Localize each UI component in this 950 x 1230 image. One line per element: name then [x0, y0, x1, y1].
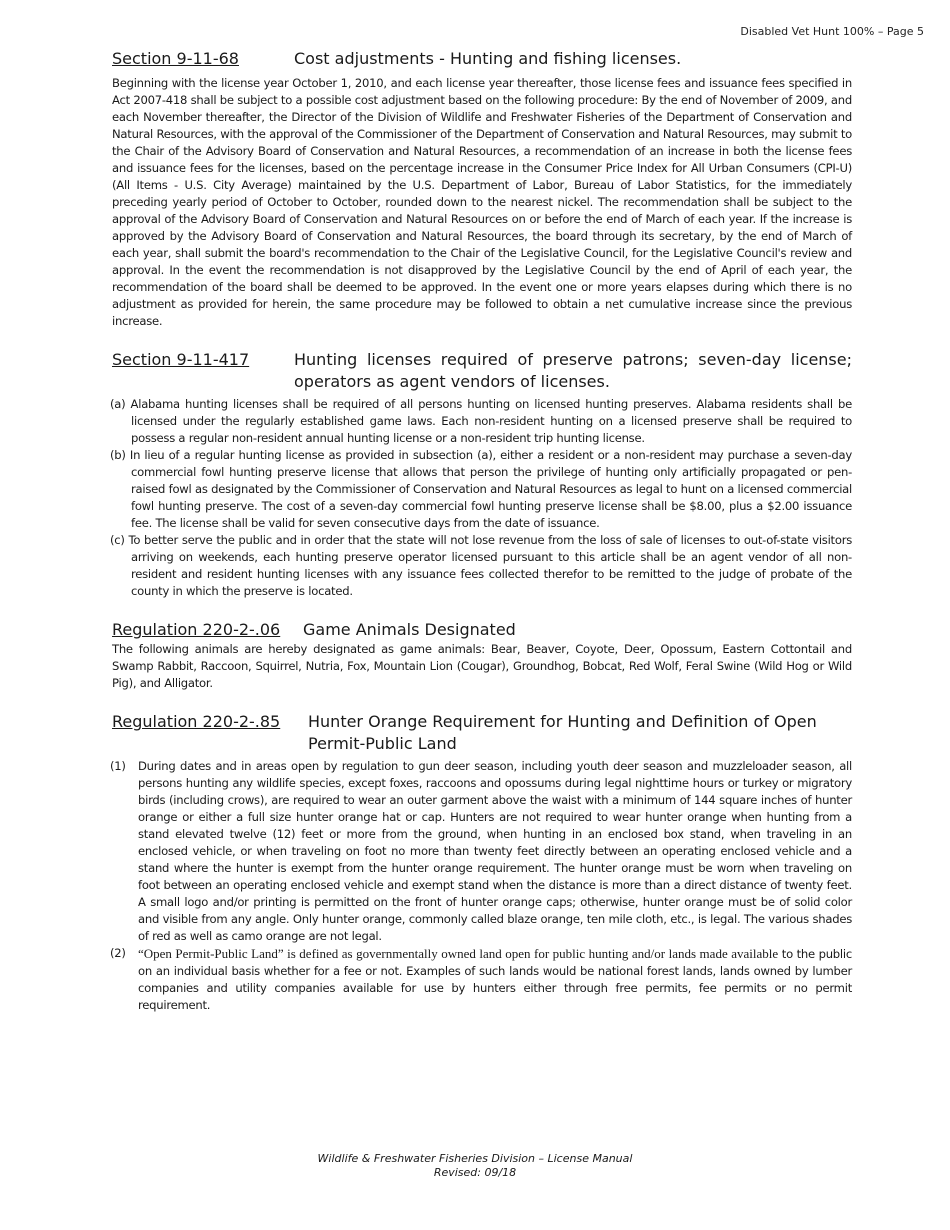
- section-title: Game Animals Designated: [303, 620, 516, 639]
- page-footer: [0, 1152, 950, 1180]
- subsection-item: (b) In lieu of a regular hunting license as provided in subsection (a), either a resident or a non-resident may purchase a seven-day commercial fowl hunting preserve license that allows that person the privilege of hunting only artificially propagated or pen-raised fowl as designated by the Commissioner of Conservation and Natural Resources as legal to hunt on a licensed commercial fowl hunting preserve. The cost of a seven-day commercial fowl hunting preserve license shall be $8.00, plus a $2.00 issuance fee. The license shall be valid for seven consecutive days from the date of issuance.: [110, 448, 852, 530]
- section-heading: [112, 711, 852, 755]
- numbered-item: [112, 945, 852, 1014]
- footer-line: Wildlife & Freshwater Fisheries Division – License Manual: [317, 1152, 633, 1165]
- numbered-item: [112, 758, 852, 945]
- section-heading: [112, 48, 852, 70]
- section-body: Beginning with the license year October 1, 2010, and each license year thereafter, those license fees and issuance fees specified in Act 2007-418 shall be subject to a possible cost adjustment based on the following procedure: By the end of November of 2009, and each November thereafter, the Director of the Division of Wildlife and Freshwater Fisheries of the Department of Conservation and Natural Resources, with the approval of the Commissioner of the Department of Conservation and Natural Resources, may submit to the Chair of the Advisory Board of Conservation and Natural Resources, a recommendation of an increase in both the license fees and issuance fees for the licenses, based on the percentage increase in the Consumer Price Index for All Urban Consumers (CPI-U) (All Items - U.S. City Average) maintained by the U.S. Department of Labor, Bureau of Labor Statistics, for the immediately preceding yearly period of October to October, rounded down to the nearest nickel. The recommendation shall be subject to the approval of the Advisory Board of Conservation and Natural Resources on or before the end of March of each year. If the increase is approved by the Advisory Board of Conservation and Natural Resources, the board through its secretary, by the end of March of each year, shall submit the board's recommendation to the Chair of the Legislative Council, for the Legislative Council's review and approval. In the event the recommendation is not disapproved by the Legislative Council by the end of April of each year, the recommendation of the board shall be deemed to be approved. In the event one or more years elapses during which there is no adjustment as provided for herein, the same procedure may be followed to obtain a net cumulative increase since the previous increase.: [112, 76, 852, 328]
- item-number: (1): [110, 759, 126, 773]
- section-number: Regulation 220-2-.85: [112, 712, 281, 731]
- numbered-list: [112, 758, 852, 1014]
- section-title: Hunting licenses required of preserve patrons; seven-day license; operators as agent vendors of licenses.: [294, 350, 852, 391]
- section-body: The following animals are hereby designated as game animals: Bear, Beaver, Coyote, Deer, Opossum, Eastern Cottontail and Swamp Rabbit, Raccoon, Squirrel, Nutria, Fox, Mountain Lion (Cougar), Groundhog, Bobcat, Red Wolf, Feral Swine (Wild Hog or Wild Pig), and Alligator.: [112, 642, 852, 690]
- page-header: Disabled Vet Hunt 100% – Page 5: [740, 25, 924, 38]
- footer-line: Revised: 09/18: [433, 1166, 517, 1179]
- section-number: Regulation 220-2-.06: [112, 620, 281, 639]
- item-text: to the public on an individual basis whether for a fee or not. Examples of such lands would be national forest lands, lands owned by lumber companies and utility companies available for use by hunters either through free permits, fee permits or no permit requirement.: [138, 947, 852, 1012]
- section-number: Section 9-11-68: [112, 49, 239, 68]
- item-text: During dates and in areas open by regulation to gun deer season, including youth deer season and muzzleloader season, all persons hunting any wildlife species, except foxes, raccoons and opossums during legal nighttime hours or turkey or migratory birds (including crows), are required to wear an outer garment above the waist with a minimum of 144 square inches of hunter orange or either a full size hunter orange hat or cap. Hunters are not required to wear hunter orange when hunting from a stand elevated twelve (12) feet or more from the ground, when hunting in an enclosed box stand, when traveling in an enclosed vehicle, or when traveling on foot no more than twenty feet directly between an operating enclosed vehicle and a stand where the hunter is exempt from the hunter orange requirement. The hunter orange must be worn when traveling on foot between an operating enclosed vehicle and exempt stand when the distance is more than a direct distance of twenty feet. A small logo and/or printing is permitted on the front of hunter orange caps; otherwise, hunter orange must be of solid color and visible from any angle. Only hunter orange, commonly called blaze orange, ten mile cloth, etc., is legal. The various shades of red as well as camo orange are not legal.: [138, 759, 852, 943]
- item-text-wrapper: [138, 945, 852, 1014]
- section-title: Hunter Orange Requirement for Hunting and Definition of Open Permit-Public Land: [308, 712, 817, 753]
- subsection-list: [112, 396, 852, 600]
- document-body: [112, 48, 852, 1014]
- item-text-serif: “Open Permit-Public Land” is defined as governmentally owned land open for public hunting and/or lands made available: [138, 946, 779, 961]
- section-heading: [112, 619, 852, 641]
- item-number: (2): [110, 946, 126, 960]
- section-heading: [112, 349, 852, 393]
- section-number: Section 9-11-417: [112, 350, 250, 369]
- subsection-item: (a) Alabama hunting licenses shall be required of all persons hunting on licensed hunting preserves. Alabama residents shall be licensed under the regularly established game laws. Each non-resident hunting on a licensed preserve shall be required to possess a regular non-resident annual hunting license or a non-resident trip hunting license.: [110, 397, 852, 445]
- subsection-item: (c) To better serve the public and in order that the state will not lose revenue from the loss of sale of licenses to out-of-state visitors arriving on weekends, each hunting preserve operator licensed pursuant to this article shall be an agent vendor of all non-resident and resident hunting licenses with any issuance fees collected therefor to be remitted to the judge of probate of the county in which the preserve is located.: [110, 533, 852, 598]
- section-title: Cost adjustments - Hunting and fishing licenses.: [294, 49, 682, 68]
